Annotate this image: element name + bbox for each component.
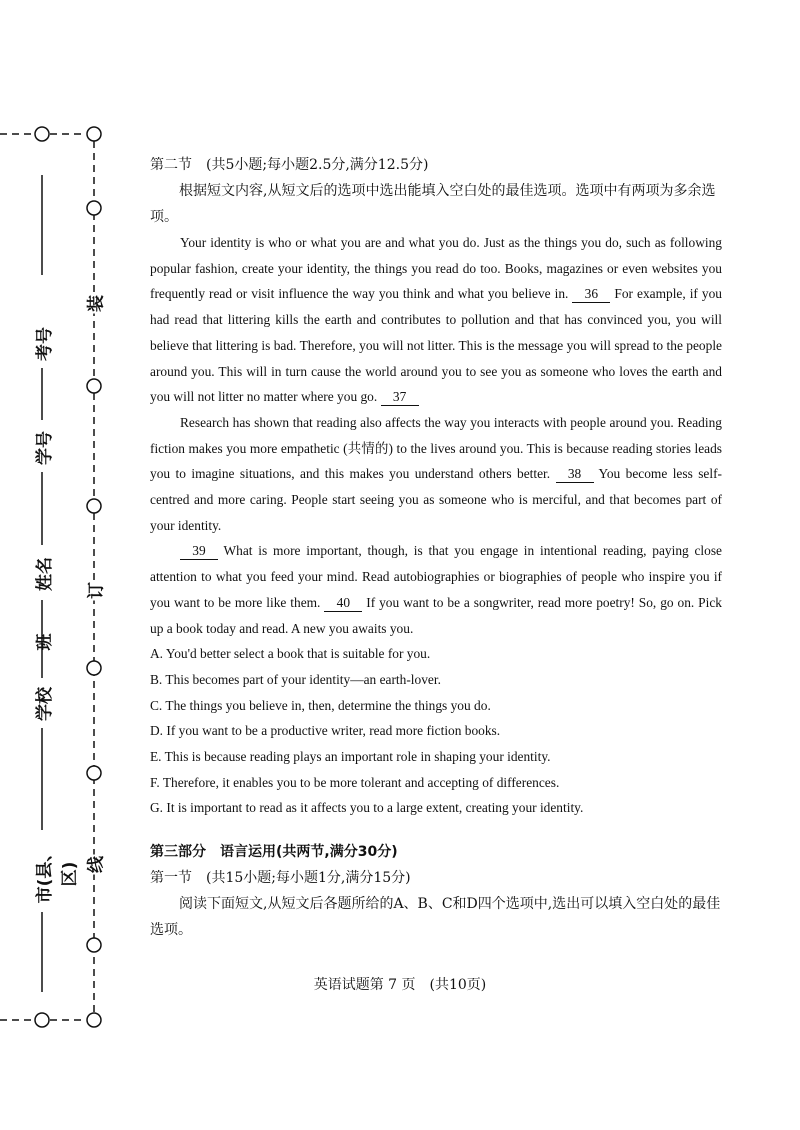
field-city: 市(县、区)	[35, 844, 80, 904]
field-class: 班	[35, 633, 55, 651]
blank-40: 40	[324, 595, 362, 612]
part3-instruction: 阅读下面短文,从短文后各题所给的A、B、C和D四个选项中,选出可以填入空白处的最佳选项。	[150, 896, 721, 939]
blank-38: 38	[556, 466, 594, 483]
page-content	[150, 152, 722, 943]
section2-heading: 第二节 (共5小题;每小题2.5分,满分12.5分)	[150, 157, 429, 173]
part3-heading: 第三部分 语言运用(共两节,满分30分)	[150, 844, 398, 861]
option-b: B. This becomes part of your identity—an earth-lover.	[150, 671, 441, 687]
p2-text-b: You become less self-centred and more caring. People start seeing you as someone who is merciful, and that becomes part of your identity.	[150, 466, 722, 533]
field-exam-number: 考号	[35, 327, 55, 361]
field-student-number: 学号	[35, 431, 55, 465]
option-a: A. You'd better select a book that is suitable for you.	[150, 646, 431, 662]
field-name: 姓名	[35, 557, 55, 591]
field-school: 学校	[35, 687, 55, 721]
p1-text-a: Your identity is who or what you are and what you do. Just as the things you do, such as following popular fashion, create your identity, the things you read do too. Books, magazines or even websites you frequently read or visit influence the way you think and what you believe in.	[150, 235, 722, 302]
option-e: E. This is because reading plays an important role in shaping your identity.	[150, 749, 551, 765]
cut-label-zhuang: 装	[82, 294, 107, 314]
passage-paragraph-2	[150, 410, 722, 539]
blank-36: 36	[572, 286, 610, 303]
passage-paragraph-3	[150, 538, 722, 641]
p3-text-a: What is more important, though, is that you engage in intentional reading, paying close attention to what you feed your mind. Read autobiographies or biographies of people who inspire you if you want to be more like them.	[150, 543, 723, 610]
cut-label-ding: 订	[82, 581, 107, 601]
p1-text-b: For example, if you had read that littering kills the earth and contributes to pollution and that has convinced you, you will believe that littering is bad. Therefore, you will not litter. This is the message you will spread to the people around you. This will in turn cause the world around you to see you as someone who loves the earth and you will not litter no matter where you go.	[150, 286, 722, 405]
page-footer: 英语试题第 7 页 (共10页)	[313, 977, 487, 993]
cut-label-xian: 线	[82, 855, 107, 875]
p2-text-a: Research has shown that reading also affects the way you interacts with people around you. Reading fiction makes you more empathetic (共情的) to the lives around you. This is because reading stories leads you to imagine situations, and this makes you understand others better.	[150, 414, 722, 482]
option-c: C. The things you believe in, then, determine the things you do.	[150, 697, 491, 713]
blank-37: 37	[381, 389, 419, 406]
option-f: F. Therefore, it enables you to be more tolerant and accepting of differences.	[150, 774, 560, 790]
option-g: G. It is important to read as it affects you to a large extent, creating your identity.	[150, 800, 584, 816]
blank-39: 39	[180, 543, 218, 560]
p3-text-b: If you want to be a songwriter, read more poetry! So, go on. Pick up a book today and read. A new you awaits you.	[150, 594, 722, 636]
binding-margin	[0, 0, 130, 1130]
passage-paragraph-1	[150, 230, 722, 410]
cut-line-graphic	[0, 0, 130, 1130]
option-d: D. If you want to be a productive writer, read more fiction books.	[150, 723, 501, 739]
part3-section1-heading: 第一节 (共15小题;每小题1分,满分15分)	[150, 870, 411, 887]
section2-instruction: 根据短文内容,从短文后的选项中选出能填入空白处的最佳选项。选项中有两项为多余选项。	[150, 183, 716, 225]
